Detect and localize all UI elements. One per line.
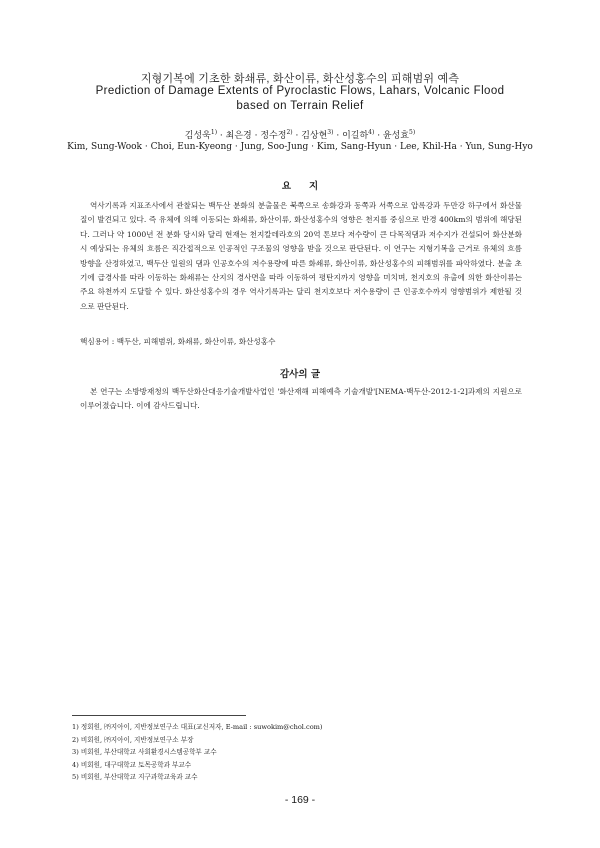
paper-title-english-line1: Prediction of Damage Extents of Pyroclastic Flows, Lahars, Volcanic Flood <box>95 85 505 97</box>
footnote-2: 2) 비회원, ㈜지아이, 지반정보연구소 부장 <box>72 735 194 744</box>
paper-title-english-line2: based on Terrain Relief <box>236 100 364 112</box>
author-separator: · <box>217 131 226 141</box>
author-list-korean <box>0 128 600 141</box>
author-list-english: Kim, Sung-Wook · Choi, Eun-Kyeong · Jung, Soo-Jung · Kim, Sang-Hyun · Lee, Khil-Ha · Yun, Sung-Hyo <box>67 142 533 152</box>
author-separator: · <box>292 131 302 141</box>
footnote-divider <box>72 715 246 716</box>
affiliation-mark: 1) <box>210 129 218 136</box>
paper-title-english <box>0 84 600 114</box>
author-separator: · <box>251 131 261 141</box>
footnotes <box>72 721 532 784</box>
footnote-1: 1) 정회원, ㈜지아이, 지반정보연구소 대표(교신저자, E-mail : suwokim@chol.com) <box>72 723 323 731</box>
author-name-korean: 김상현 <box>301 131 328 141</box>
abstract-heading: 요지 <box>281 181 337 192</box>
abstract-body: 역사기록과 지표조사에서 관찰되는 백두산 분화의 분출물은 북쪽으로 송화강과 동쪽과 서쪽으로 압록강과 두만강 하구에서 화산물질이 발견되고 있다. 즉 유체에 의해 이동되는 화쇄류, 화산이류, 화산성홍수의 영향은 천지를 중심으로 반경 400km의 범위에 해당된다. 그러나 약 1000년 전 분화 당시와 달리 현재는 천지칼데라호의 20억 톤보다 저수량이 큰 다목적댐과 저수지가 건설되어 화산분화 시 예상되는 유체의 흐름은 직간접적으로 인공적인 구조물의 영향을 받을 것으로 판단된다. 이 연구는 지형기복을 근거로 유체의 흐름방향을 산정하였고, 백두산 일원의 댐과 인공호수의 저수용량에 따른 화쇄류, 화산이류, 화산성홍수의 피해범위를 파악하였다. 분출 초기에 급경사를 따라 이동하는 화쇄류는 산지의 경사면을 따라 이동하여 평탄지까지 영향을 미치며, 천지호의 유출에 의한 화산이류는 주요 하천까지 도달할 수 있다. 화산성홍수의 경우 역사기록과는 달리 천지호보다 저수용량이 큰 인공호수까지 영향범위가 제한될 것으로 판단된다. <box>80 201 522 311</box>
affiliation-mark: 4) <box>368 129 375 136</box>
footnote-5: 5) 비회원, 부산대학교 지구과학교육과 교수 <box>72 773 198 782</box>
author-name-korean: 정수정 <box>260 131 287 141</box>
footnote-3: 3) 비회원, 부산대학교 사회환경시스템공학부 교수 <box>72 748 217 757</box>
author-separator: · <box>333 131 343 141</box>
affiliation-mark: 2) <box>286 129 293 136</box>
acknowledgment-heading: 감사의 글 <box>279 369 320 380</box>
author-separator: · <box>374 131 383 141</box>
footnote-4: 4) 비회원, 대구대학교 토목공학과 부교수 <box>72 760 192 769</box>
affiliation-mark: 5) <box>409 129 416 136</box>
page-number: - 169 - <box>284 794 316 806</box>
author-name-korean: 김성욱 <box>184 131 211 141</box>
acknowledgment-body: 본 연구는 소방방재청의 백두산화산대응기술개발사업인 '화산재해 피해예측 기술개발'[NEMA-백두산-2012-1-2]과제의 지원으로 이루어졌습니다. 이에 감사드립니다. <box>80 387 522 411</box>
keywords: 핵심용어 : 백두산, 피해범위, 화쇄류, 화산이류, 화산성홍수 <box>80 337 276 346</box>
paper-title-korean: 지형기복에 기초한 화쇄류, 화산이류, 화산성홍수의 피해범위 예측 <box>140 73 460 85</box>
author-name-korean: 이길하 <box>342 131 369 141</box>
author-name-korean: 최은경 <box>225 131 252 141</box>
affiliation-mark: 3) <box>327 129 334 136</box>
author-name-korean: 윤성효 <box>382 131 410 141</box>
